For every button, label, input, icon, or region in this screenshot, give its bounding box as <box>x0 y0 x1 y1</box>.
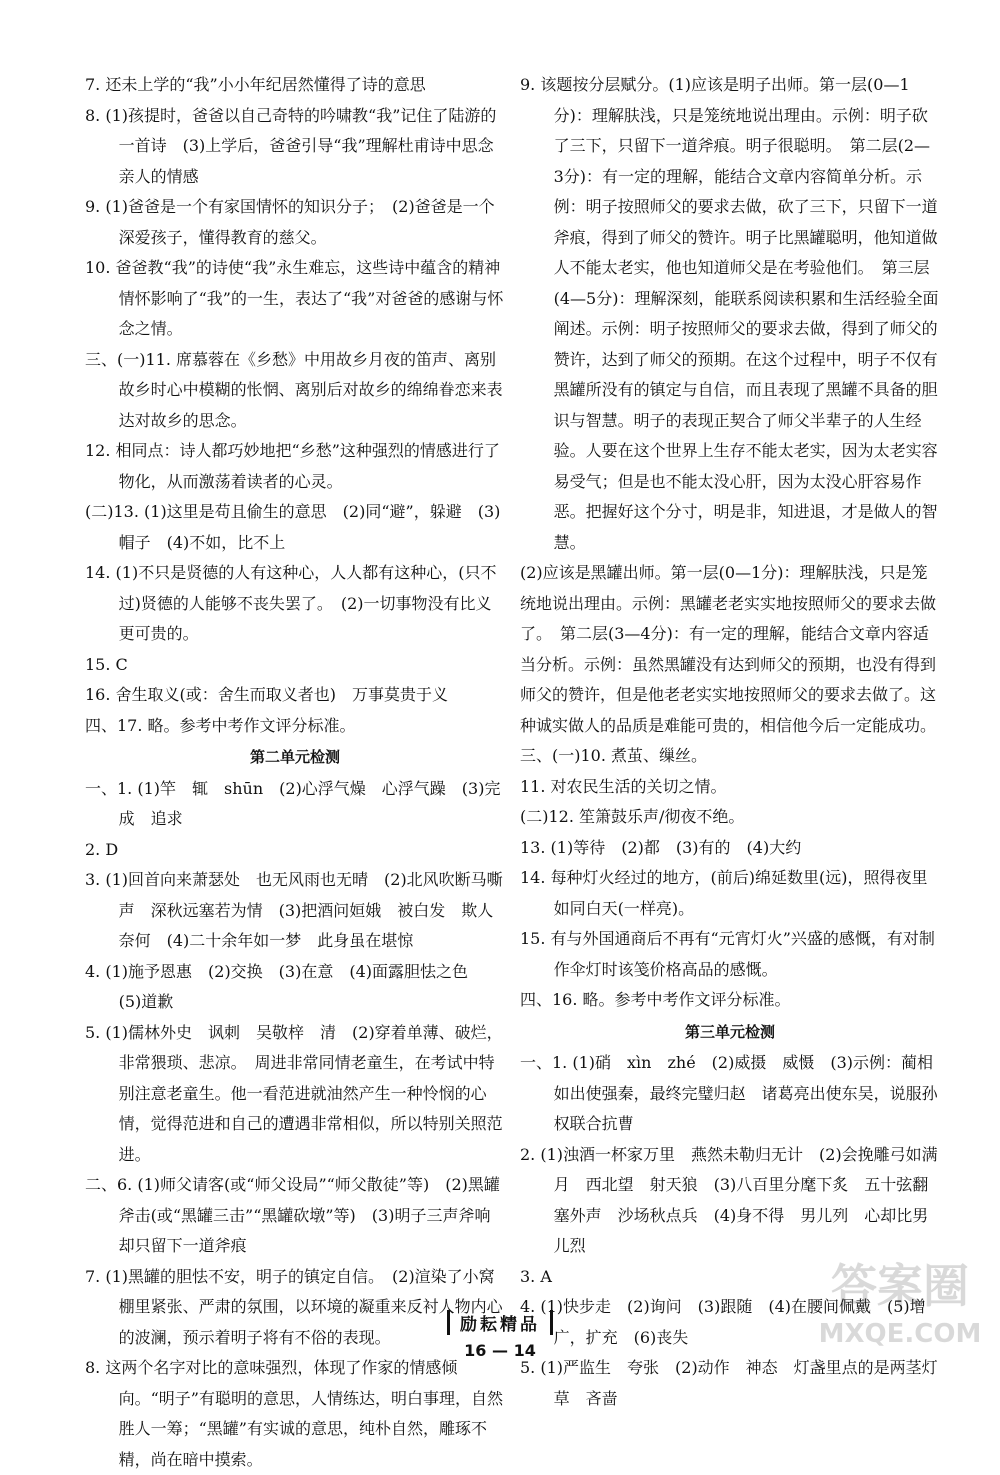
answer-paragraph: 9. 该题按分层赋分。(1)应该是明子出师。第一层(0—1分)：理解肤浅，只是笼统地说出理由。示例：明子砍了三下，只留下一道斧痕。明子很聪明。 第二层(2—3分)：有一定的理解，能结合文章内容简单分析。示例：明子按照师父的要求去做，砍了三下，只留下一道斧痕，得到了师父的赞许。明子比黑罐聪明，他知道做人不能太老实，他也知道师父是在考验他们。 第三层(4—5分)：理解深刻，能联系阅读积累和生活经验全面阐述。示例：明子按照师父的要求去做，得到了师父的赞许，达到了师父的预期。在这个过程中，明子不仅有黑罐所没有的镇定与自信，而且表现了黑罐不具备的胆识与智慧。明子的表现正契合了师父半辈子的人生经验。人要在这个世界上生存不能太老实，因为太老实容易受气；但是也不能太没心肝，因为太没心肝容易作恶。把握好这个分寸，明是非，知进退，才是做人的智慧。 <box>520 75 939 552</box>
answer-paragraph: 三、(一)10. 煮茧、缫丝。 <box>520 746 708 765</box>
watermark-title: 答案圈 <box>831 1259 969 1313</box>
answer-paragraph: 4. (1)快步走 (2)询问 (3)跟随 (4)在腰间佩戴 (5)增广，扩充 (6)丧失 <box>520 1297 926 1347</box>
answer-paragraph: (二)12. 笙箫鼓乐声/彻夜不绝。 <box>520 807 745 826</box>
answer-paragraph: 2. D <box>85 839 119 859</box>
answer-paragraph: 12. 相同点：诗人都巧妙地把“乡愁”这种强烈的情感进行了物化，从而激荡着读者的心灵。 <box>85 441 500 491</box>
answer-paragraph: 一、1. (1)竿 辄 shūn (2)心浮气燥 心浮气躁 (3)完成 追求 <box>85 778 501 828</box>
answer-paragraph: 7. 还未上学的“我”小小年纪居然懂得了诗的意思 <box>85 75 426 94</box>
left-column <box>85 70 505 1475</box>
answer-paragraph: 四、17. 略。参考中考作文评分标准。 <box>85 715 356 735</box>
publisher-logo: 励耘精品 <box>447 1310 553 1335</box>
answer-paragraph: (二)13. (1)这里是苟且偷生的意思 (2)同“避”，躲避 (3)帽子 (4)不如，比不上 <box>85 502 501 552</box>
answer-paragraph: 10. 爸爸教“我”的诗使“我”永生难忘，这些诗中蕴含的精神情怀影响了“我”的一生，表达了“我”对爸爸的感谢与怀念之情。 <box>85 258 504 338</box>
answer-paragraph: 3. (1)回首向来萧瑟处 也无风雨也无晴 (2)北风吹断马嘶声 深秋远塞若为情 (3)把酒问姮娥 被白发 欺人奈何 (4)二十余年如一梦 此身虽在堪惊 <box>85 870 503 950</box>
answer-paragraph: 一、1. (1)硝 xìn zhé (2)威摄 威慑 (3)示例：蔺相如出使强秦，最终完璧归赵 诸葛亮出使东吴，说服孙权联合抗曹 <box>520 1053 938 1133</box>
right-column <box>520 70 940 1414</box>
answer-paragraph: 16. 舍生取义(或：舍生而取义者也) 万事莫贵于义 <box>85 685 449 704</box>
answer-paragraph: 14. 每种灯火经过的地方，(前后)绵延数里(远)，照得夜里如同白天(一样亮)。 <box>520 868 928 918</box>
answer-paragraph: 5. (1)严监生 夸张 (2)动作 神态 灯盏里点的是两茎灯草 吝啬 <box>520 1358 938 1408</box>
answer-paragraph: 四、16. 略。参考中考作文评分标准。 <box>520 990 791 1009</box>
answer-paragraph: 13. (1)等待 (2)都 (3)有的 (4)大约 <box>520 837 802 857</box>
answer-paragraph: 9. (1)爸爸是一个有家国情怀的知识分子； (2)爸爸是一个深爱孩子，懂得教育的慈父。 <box>85 197 495 247</box>
section-heading: 第三单元检测 <box>684 1022 775 1041</box>
answer-paragraph: 2. (1)浊酒一杯家万里 燕然未勒归无计 (2)会挽雕弓如满月 西北望 射天狼 (3)八百里分麾下炙 五十弦翻塞外声 沙场秋点兵 (4)身不得 男儿列 心却比男儿烈 <box>520 1144 938 1255</box>
section-heading: 第二单元检测 <box>249 748 340 766</box>
answer-paragraph: 8. 这两个名字对比的意味强烈，体现了作家的情感倾向。“明子”有聪明的意思，人情练达，明白事理，自然胜人一筹；“黑罐”有实诚的意思，纯朴自然，雕琢不精，尚在暗中摸索。 <box>85 1358 503 1469</box>
answer-paragraph: (2)应该是黑罐出师。第一层(0—1分)：理解肤浅，只是笼统地说出理由。示例：黑罐老老实实地按照师父的要求去做了。 第二层(3—4分)：有一定的理解，能结合文章内容适当分析。示例：虽然黑罐没有达到师父的预期，也没有得到师父的赞许，但是他老老实实地按照师父的要求去做了。这种诚实做人的品质是难能可贵的，相信他今后一定能成功。 <box>520 563 937 735</box>
answer-paragraph: 15. C <box>85 654 128 674</box>
answer-paragraph: 3. A <box>520 1266 552 1286</box>
answer-paragraph: 14. (1)不只是贤德的人有这种心，人人都有这种心，(只不过)贤德的人能够不丧失罢了。 (2)一切事物没有比义更可贵的。 <box>85 563 497 643</box>
watermark-url: MXQE.COM <box>818 1319 982 1349</box>
answer-paragraph: 15. 有与外国通商后不再有“元宵灯火”兴盛的感慨，有对制作伞灯时该笺价格高品的感慨。 <box>520 929 935 979</box>
watermark-logo <box>810 1244 990 1354</box>
answer-paragraph: 4. (1)施予恩惠 (2)交换 (3)在意 (4)面露胆怯之色 (5)道歉 <box>85 961 485 1011</box>
answer-paragraph: 5. (1)儒林外史 讽刺 吴敬梓 清 (2)穿着单薄、破烂，非常猥琐、悲凉。 周进非常同情老童生，在考试中特别注意老童生。他一看范进就油然产生一种怜悯的心情，觉得范进和自己的遭遇非常相似，所以特别关照范进。 <box>85 1022 503 1164</box>
answer-paragraph: 二、6. (1)师父请客(或“师父设局”“师父散徒”等) (2)黑罐斧击(或“黑罐三击”“黑罐砍墩”等) (3)明子三声斧响却只留下一道斧痕 <box>85 1175 500 1255</box>
answer-paragraph: 8. (1)孩提时，爸爸以自己奇特的吟啸教“我”记住了陆游的一首诗 (3)上学后，爸爸引导“我”理解杜甫诗中思念亲人的情感 <box>85 105 497 186</box>
answer-paragraph: 11. 对农民生活的关切之情。 <box>520 776 727 796</box>
answer-paragraph: 7. (1)黑罐的胆怯不安，明子的镇定自信。 (2)渲染了小窝棚里紧张、严肃的氛围，以环境的凝重来反衬人物内心的波澜，预示着明子将有不俗的表现。 <box>85 1266 503 1347</box>
answer-paragraph: 三、(一)11. 席慕蓉在《乡愁》中用故乡月夜的笛声、离别故乡时心中模糊的怅惘、离别后对故乡的绵绵眷恋来表达对故乡的思念。 <box>85 349 503 430</box>
page-number: 16 — 14 <box>464 1341 536 1360</box>
